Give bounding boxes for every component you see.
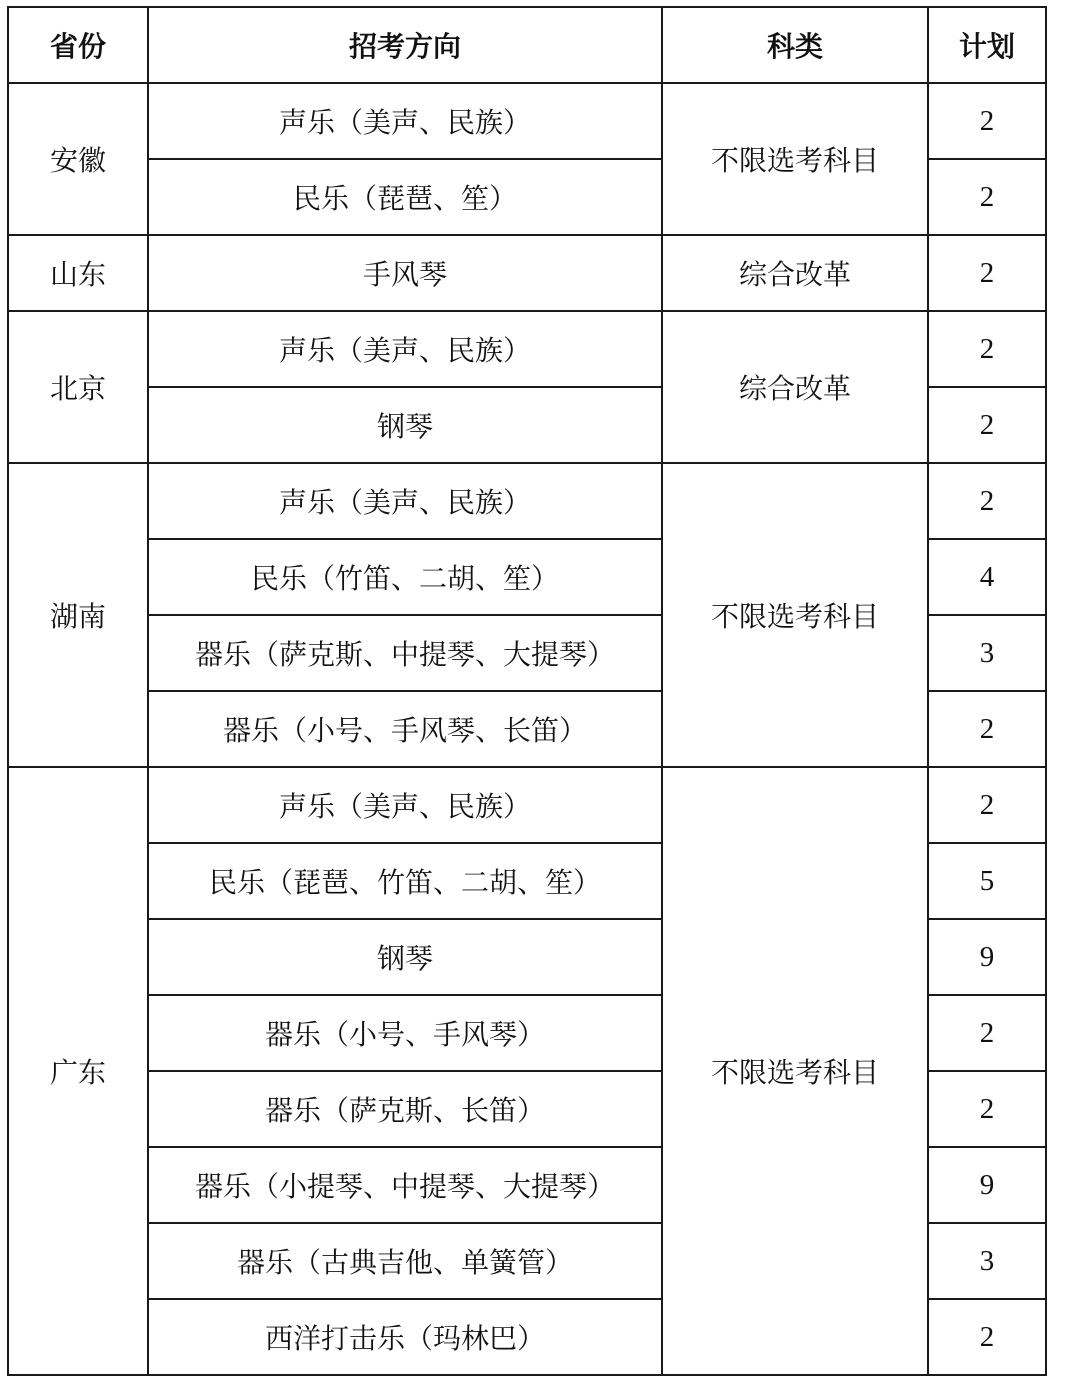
direction-cell: 西洋打击乐（玛林巴） xyxy=(148,1299,662,1375)
header-subject: 科类 xyxy=(662,7,928,83)
direction-cell: 钢琴 xyxy=(148,387,662,463)
direction-cell: 器乐（古典吉他、单簧管） xyxy=(148,1223,662,1299)
direction-cell: 声乐（美声、民族） xyxy=(148,83,662,159)
plan-cell: 2 xyxy=(928,691,1046,767)
province-cell: 安徽 xyxy=(8,83,148,235)
direction-cell: 器乐（萨克斯、长笛） xyxy=(148,1071,662,1147)
plan-cell: 2 xyxy=(928,995,1046,1071)
direction-cell: 声乐（美声、民族） xyxy=(148,463,662,539)
subject-cell: 不限选考科目 xyxy=(662,83,928,235)
table-header-row xyxy=(8,7,1046,83)
subject-cell: 综合改革 xyxy=(662,235,928,311)
table-row xyxy=(8,311,1046,387)
plan-cell: 2 xyxy=(928,83,1046,159)
header-province: 省份 xyxy=(8,7,148,83)
plan-cell: 5 xyxy=(928,843,1046,919)
table-row xyxy=(8,235,1046,311)
plan-cell: 9 xyxy=(928,1147,1046,1223)
plan-cell: 3 xyxy=(928,1223,1046,1299)
direction-cell: 声乐（美声、民族） xyxy=(148,767,662,843)
subject-cell: 不限选考科目 xyxy=(662,767,928,1375)
province-cell: 广东 xyxy=(8,767,148,1375)
subject-cell: 不限选考科目 xyxy=(662,463,928,767)
plan-cell: 3 xyxy=(928,615,1046,691)
plan-cell: 2 xyxy=(928,311,1046,387)
table-row xyxy=(8,767,1046,843)
plan-cell: 2 xyxy=(928,767,1046,843)
plan-cell: 2 xyxy=(928,1071,1046,1147)
direction-cell: 器乐（小提琴、中提琴、大提琴） xyxy=(148,1147,662,1223)
province-cell: 湖南 xyxy=(8,463,148,767)
header-plan: 计划 xyxy=(928,7,1046,83)
direction-cell: 民乐（琵琶、笙） xyxy=(148,159,662,235)
direction-cell: 器乐（萨克斯、中提琴、大提琴） xyxy=(148,615,662,691)
plan-cell: 2 xyxy=(928,387,1046,463)
table-row xyxy=(8,463,1046,539)
plan-cell: 2 xyxy=(928,159,1046,235)
plan-cell: 4 xyxy=(928,539,1046,615)
enrollment-plan-table xyxy=(7,6,1047,1376)
enrollment-table-container xyxy=(7,6,1047,1376)
plan-cell: 2 xyxy=(928,463,1046,539)
direction-cell: 器乐（小号、手风琴） xyxy=(148,995,662,1071)
plan-cell: 2 xyxy=(928,235,1046,311)
province-cell: 山东 xyxy=(8,235,148,311)
subject-cell: 综合改革 xyxy=(662,311,928,463)
table-row xyxy=(8,83,1046,159)
direction-cell: 声乐（美声、民族） xyxy=(148,311,662,387)
direction-cell: 民乐（琵琶、竹笛、二胡、笙） xyxy=(148,843,662,919)
province-cell: 北京 xyxy=(8,311,148,463)
header-direction: 招考方向 xyxy=(148,7,662,83)
direction-cell: 钢琴 xyxy=(148,919,662,995)
plan-cell: 2 xyxy=(928,1299,1046,1375)
plan-cell: 9 xyxy=(928,919,1046,995)
direction-cell: 手风琴 xyxy=(148,235,662,311)
direction-cell: 民乐（竹笛、二胡、笙） xyxy=(148,539,662,615)
direction-cell: 器乐（小号、手风琴、长笛） xyxy=(148,691,662,767)
